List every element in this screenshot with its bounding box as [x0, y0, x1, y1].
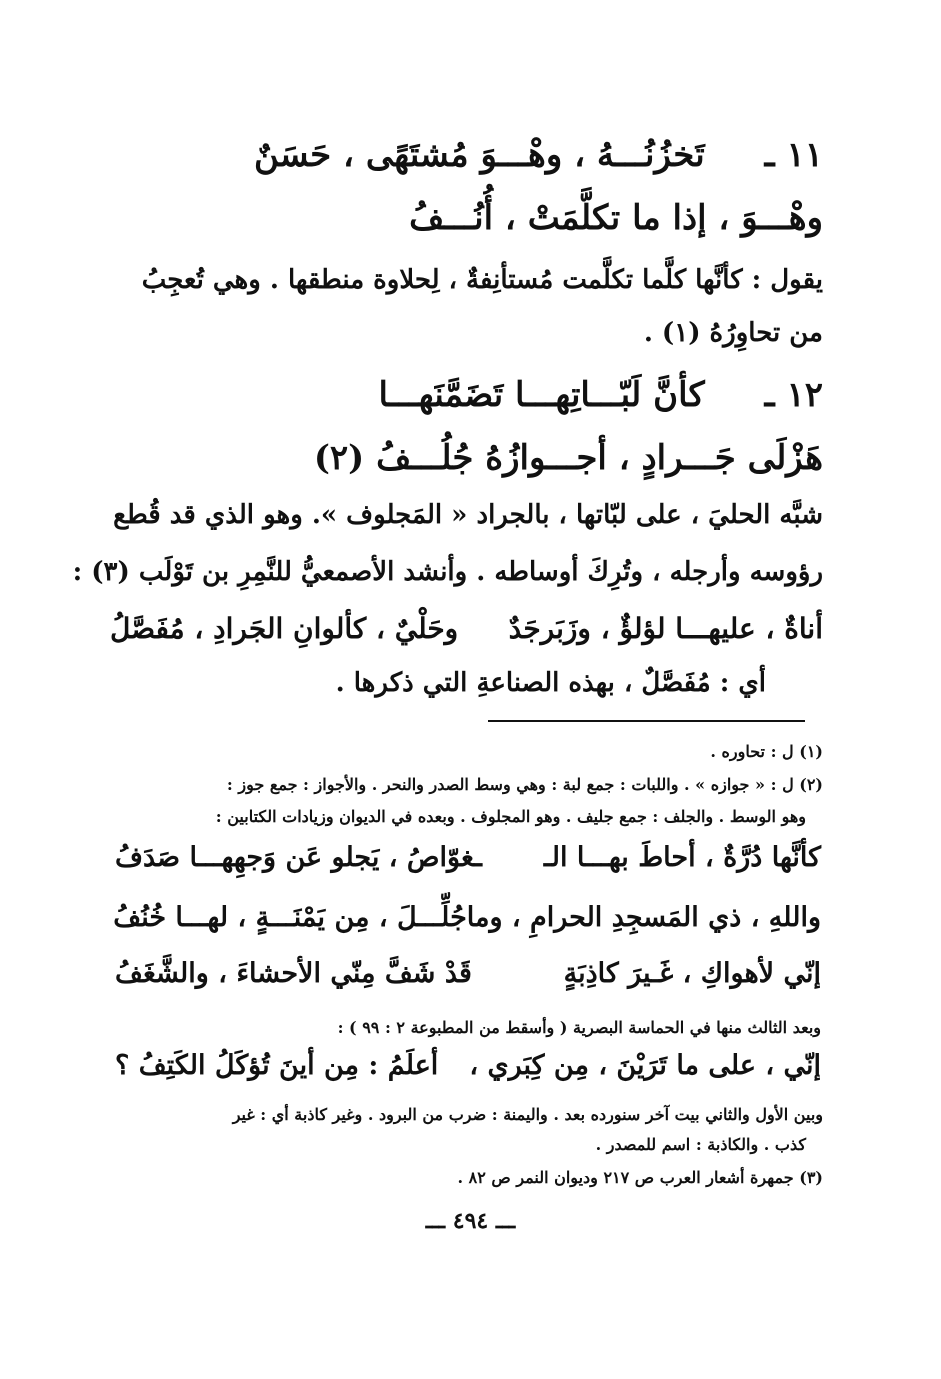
commentary-line: رؤوسه وأرجله ، وتُرِكَ أوساطه . وأنشد الأصمعيُّ للنَّمِرِ بن تَوْلَب (٣) : [72, 557, 823, 587]
quoted-hemistich: وحَلْيٌ ، كألوانِ الجَرادِ ، مُفَصَّلُ [110, 612, 459, 645]
commentary-line: أي : مُفَصَّلٌ ، بهذه الصناعةِ التي ذكرها . [335, 668, 766, 698]
footnote-hemistich: كأنَّها دُرَّةٌ ، أحاطَ بهـــا الـ [543, 842, 821, 873]
footnote-2-continued: وهو الوسط . والجلف : جمع جليف . وهو المجلوف . وبعده في الديوان وزيادات الكتابين : [215, 807, 806, 826]
verse-hemistich: كأنَّ لَبّـــاتِهـــا تَضَمَّنَهـــا [378, 375, 705, 415]
verse-hemistich: هَزْلَى جَـــرادٍ ، أجـــوازُهُ جُلُـــفُ (٢) [313, 438, 823, 478]
verse-number: ١٢ ـ [764, 375, 823, 415]
footnote-hemistich: قَدْ شَفَّ مِنّي الأحشاءَ ، والشَّغَفُ [115, 958, 472, 989]
footnote-separator [488, 720, 805, 722]
page-number: ـــ ٤٩٤ ـــ [425, 1208, 516, 1234]
commentary-line: يقول : كأنَّها كلَّما تكلَّمت مُستأنِفةٌ ، لِحلاوة منطقها . وهي تُعجِبُ [141, 265, 823, 295]
footnote-note: وبعد الثالث منها في الحماسة البصرية ( وأسقط من المطبوعة ٢ : ٩٩ ) : [337, 1018, 821, 1037]
verse-hemistich: تَخزُنُـــهُ ، وهْـــوَ مُشتَهًى ، حَسَنٌ [253, 135, 705, 175]
footnote-note: كذب . والكاذبة : اسم للمصدر . [595, 1135, 806, 1154]
verse-12-second-line [100, 438, 823, 478]
footnote-verse [115, 842, 821, 873]
footnote-note: وبين الأول والثاني بيت آخر سنورده بعد . واليمنة : ضرب من البرود . وغير كاذبة أي : غير [232, 1105, 823, 1124]
verse-11-first-line [100, 135, 823, 175]
footnote-hemistich: واللهِ ، ذي المَسجِدِ الحرامِ ، وما [466, 902, 821, 933]
commentary-line: من تحاوِرُهُ (١) . [643, 318, 823, 348]
verse-hemistich: وهْـــوَ ، إذا ما تكلَّمَتْ ، أُنُـــفُ [409, 198, 823, 238]
footnote-hemistich: إنّي ، على ما تَرَيْنَ ، مِن كِبَري ، [469, 1050, 821, 1081]
commentary-line: شبَّه الحليَ ، على لبّاتها ، بالجراد « المَجلوف ». وهو الذي قد قُطع [113, 500, 823, 530]
footnote-1: (١) ل : تحاوره . [710, 742, 823, 761]
verse-11-second-line [100, 198, 823, 238]
footnote-verse [115, 1050, 821, 1081]
footnote-hemistich: جُلِّـــلَ ، مِن يَمْنَـــةٍ ، لهـــا خُنُفُ [113, 902, 467, 933]
footnote-3: (٣) جمهرة أشعار العرب ص ٢١٧ وديوان النمر ص ٨٢ . [457, 1168, 823, 1187]
footnote-verse [115, 958, 821, 989]
footnote-2: (٢) ل : « جوازه » . واللبات : جمع لبة : وهي وسط الصدر والنحر . والأجواز : جمع جوز : [226, 775, 823, 794]
quoted-verse [110, 612, 823, 645]
footnote-hemistich: إنّي لأهواكِ ، غَـيرَ كاذِبَةٍ [563, 958, 821, 989]
verse-number: ١١ ـ [764, 135, 823, 175]
footnote-hemistich: ـغوّاصُ ، يَجلو عَن وَجهِهـــا صَدَفُ [115, 842, 482, 873]
quoted-hemistich: أناةٌ ، عليهـــا لؤلؤٌ ، وزَبَرجَدٌ [508, 612, 823, 645]
footnote-verse [115, 902, 821, 933]
footnote-hemistich: أعلَمُ : مِن أينَ تُؤكَلُ الكَتِفُ ؟ [115, 1050, 439, 1081]
verse-12-first-line [100, 375, 823, 415]
